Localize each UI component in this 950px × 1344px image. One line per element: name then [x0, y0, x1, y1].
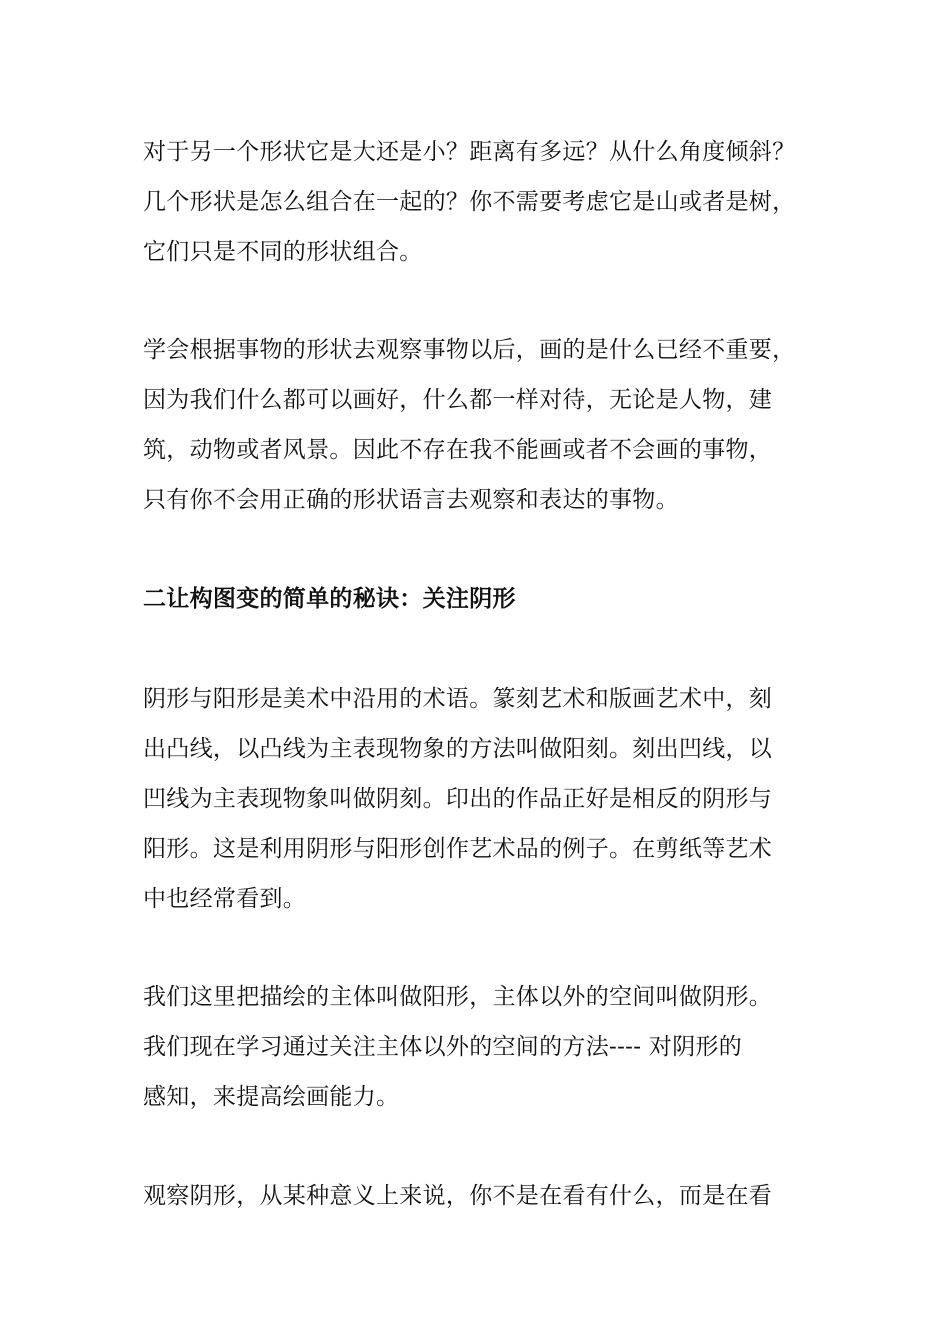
text-line: 几个形状是怎么组合在一起的？你不需要考虑它是山或者是树，	[143, 189, 796, 215]
paragraph-5	[143, 1171, 823, 1221]
section-heading	[143, 574, 823, 624]
text-line: 阳形。这是利用阴形与阳形创作艺术品的例子。在剪纸等艺术	[143, 836, 773, 862]
text-line: 阴形与阳形是美术中沿用的术语。篆刻艺术和版画艺术中，刻	[143, 686, 773, 712]
text-line: 它们只是不同的形状组合。	[143, 239, 423, 265]
text-line: 观察阴形，从某种意义上来说，你不是在看有什么，而是在看	[143, 1183, 773, 1209]
text-line: 筑，动物或者风景。因此不存在我不能画或者不会画的事物，	[143, 437, 773, 463]
paragraph-4	[143, 972, 823, 1122]
text-line: 只有你不会用正确的形状语言去观察和表达的事物。	[143, 487, 679, 513]
text-line: 我们这里把描绘的主体叫做阳形，主体以外的空间叫做阴形。	[143, 984, 773, 1010]
text-line: 学会根据事物的形状去观察事物以后，画的是什么已经不重要，	[143, 337, 796, 363]
paragraph-3	[143, 674, 823, 924]
text-line: 感知，来提高绘画能力。	[143, 1084, 400, 1110]
paragraph-1	[143, 127, 823, 277]
text-line: 中也经常看到。	[143, 886, 307, 912]
text-line: 出凸线，以凸线为主表现物象的方法叫做阳刻。刻出凹线，以	[143, 736, 773, 762]
text-line: 凹线为主表现物象叫做阴刻。印出的作品正好是相反的阴形与	[143, 786, 773, 812]
heading-text: 二让构图变的简单的秘诀：关注阴形	[143, 585, 516, 612]
text-line: 我们现在学习通过关注主体以外的空间的方法---- 对阴形的	[143, 1034, 743, 1060]
text-line: 对于另一个形状它是大还是小？距离有多远？从什么角度倾斜？	[143, 139, 796, 165]
text-line: 因为我们什么都可以画好，什么都一样对待，无论是人物，建	[143, 387, 773, 413]
paragraph-2	[143, 325, 823, 525]
